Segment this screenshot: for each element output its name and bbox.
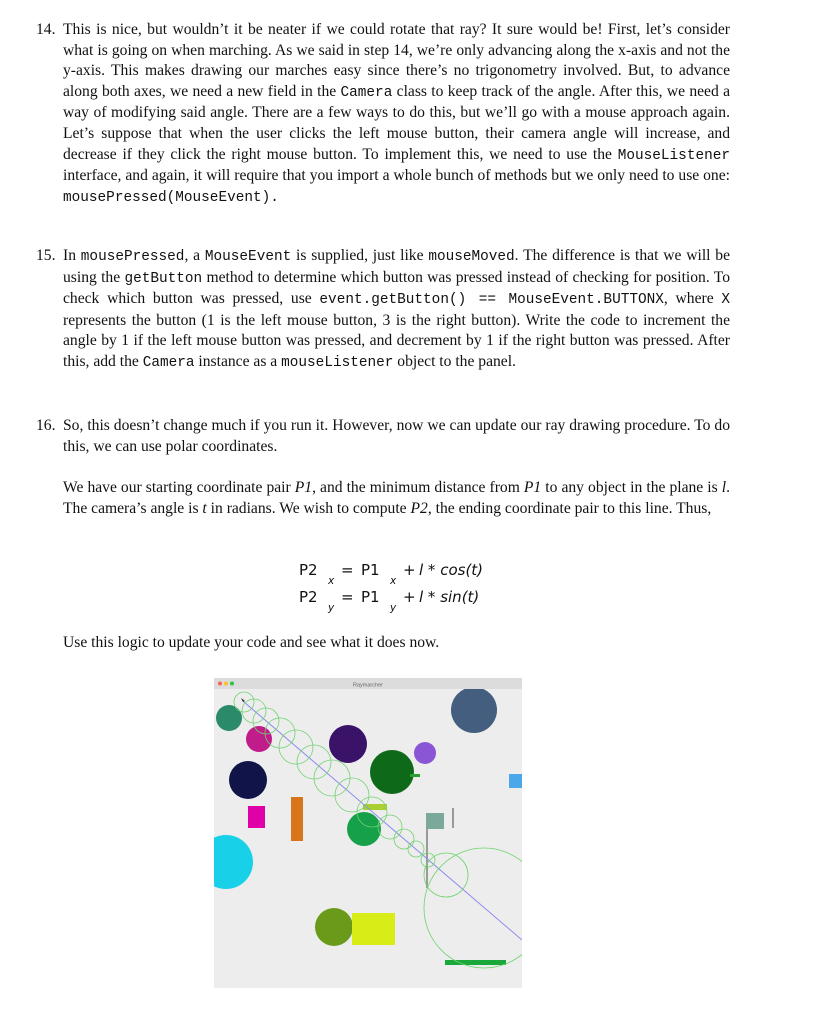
rect-grey-line-2 [452,808,454,828]
eq1-term: l * cos(t) [419,561,484,579]
eq2-lhs: P2 [299,588,318,606]
list-item-16 [36,416,730,519]
raymarcher-screenshot [214,678,522,988]
list-item-15 [36,246,730,374]
circle-green [347,812,381,846]
paragraph: So, this doesn’t change much if you run it. However, now we can update our ray drawing procedure. To do this, we can use polar coordinates. [63,417,730,455]
eq1-lhs: P2 [299,561,318,579]
window-title: Raymarcher [353,682,383,689]
rect-yellow [352,913,395,945]
circle-violet [414,742,436,764]
eq1-sub-rhs: x [390,575,397,587]
eq2-sub-rhs: y [390,602,397,614]
eq2-sub-lhs: y [328,602,335,614]
rect-green-bar [445,960,506,965]
circle-magenta [246,726,272,752]
code-mouselistener: MouseListener [617,147,730,164]
rect-orange [291,797,303,841]
eq1-rhs: P1 [361,561,380,579]
circle-slate [451,687,497,733]
item-number: 15. [36,247,56,264]
window-close-icon[interactable] [218,682,222,686]
closing-paragraph: Use this logic to update your code and see what it does now. [63,634,440,651]
eq2-rhs: P1 [361,588,380,606]
eq2-plus: + [403,588,416,606]
eq1-sub-lhs: x [328,575,335,587]
eq1-equals: = [341,561,354,579]
list-item-14 [36,20,730,208]
circle-teal [216,705,242,731]
circle-darkgreen [370,750,414,794]
paragraph: In mousePressed, a MouseEvent is supplied, just like mouseMoved. The difference is that we will be using the getButton method to determine which button was pressed instead of checking for position. To check which button was pressed, use event.getButton() == MouseEvent.BUTTONX, where X represents the button (1 is the left mouse button, 3 is the right button). Write the code to increment the angle by 1 if the left mouse button was pressed, and decrement by 1 if the right button was pressed. After this, add the Camera instance as a mouseListener object to the panel. [63,247,731,371]
paragraph: This is nice, but wouldn’t it be neater if we could rotate that ray? It sure would be! First, let’s consider what is going on when marching. As we said in step 14, we’re only advancing along the x-axis and not the y-axis. This makes drawing our marches easy since there’s no trigonometry involved. But, to advance along both axes, we need a new field in the Camera class to keep track of the angle. After this, we need a way of modifying said angle. There are a few ways to do this, but we’ll go with a mouse approach again. Let’s suppose that when the user clicks the left mouse button, their camera angle will increase, and decrease if they click the right mouse button. To implement this, we need to use the MouseListener interface, and again, it will require that you import a whole bunch of methods but we only need to use one: mousePressed(MouseEvent). [63,21,731,206]
paragraph: We have our starting coordinate pair P1, and the minimum distance from P1 to any object in the plane is l. The camera’s angle is t in radians. We wish to compute P2, the ending coordinate pair to this line. Thus, [63,479,730,517]
eq2-term: l * sin(t) [419,588,480,606]
rect-green-tick [410,774,420,777]
window-zoom-icon[interactable] [230,682,234,686]
item-number: 16. [36,417,56,434]
code-camera: Camera [340,84,393,101]
circle-navy [229,761,267,799]
rect-pink [248,806,265,828]
code-mousepressed: mousePressed(MouseEvent) [63,189,271,206]
circle-purple [329,725,367,763]
circle-olive [315,908,353,946]
rect-blue [509,774,522,788]
code-getbutton: event.getButton() == MouseEvent.BUTTONX [319,292,664,309]
window-minimize-icon[interactable] [224,682,228,686]
rect-grey-green [426,813,444,829]
eq2-equals: = [341,588,354,606]
eq1-plus: + [403,561,416,579]
item-number: 14. [36,21,56,38]
